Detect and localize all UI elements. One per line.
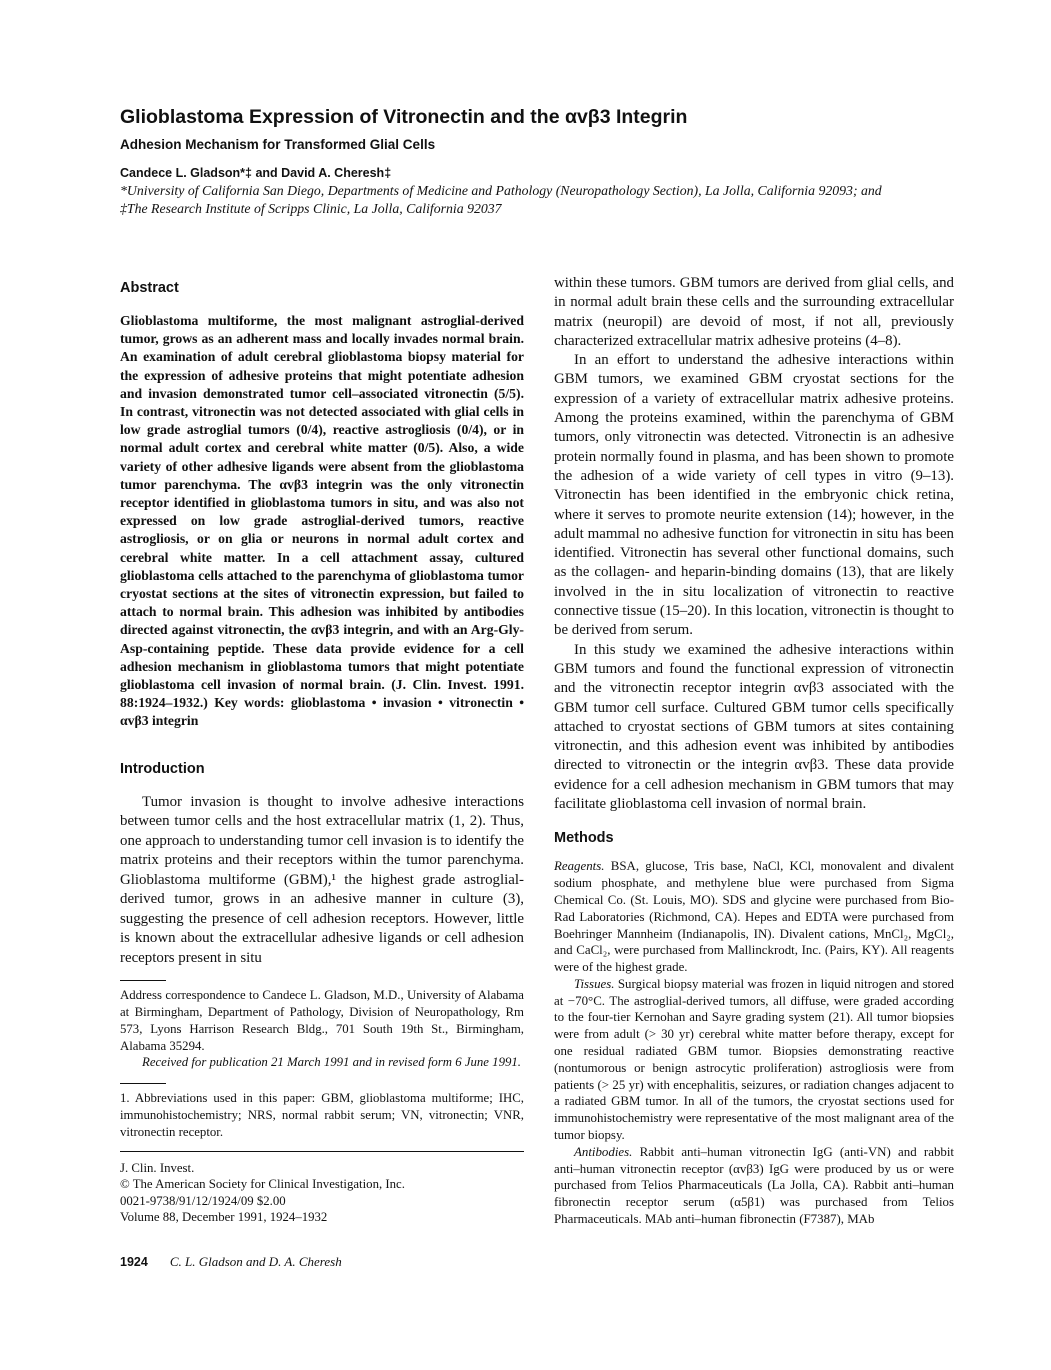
author-list: Candece L. Gladson*‡ and David A. Cheresh‡ — [120, 166, 392, 180]
footnote-divider — [120, 1083, 166, 1084]
received-date: Received for publication 21 March 1991 and in revised form 6 June 1991. — [142, 1055, 521, 1070]
affiliation-1: *University of California San Diego, Departments of Medicine and Pathology (Neuropathology Section), La Jolla, California 92093; and — [120, 183, 882, 198]
methods-heading: Methods — [554, 830, 614, 847]
left-column — [120, 280, 524, 1226]
affiliation-2: ‡The Research Institute of Scripps Clinic, La Jolla, California 92037 — [120, 201, 502, 216]
correspondence-address: Address correspondence to Candece L. Gladson, M.D., University of Alabama at Birmingham, Department of Pathology, Division of Neuropathology, Rm 573, Lyons Harrison Research Bldg., 701 South 19th St., Birmingham, Alabama 35294. — [120, 988, 524, 1053]
antibodies-lead: Antibodies. — [574, 1144, 633, 1159]
footnote-divider — [120, 980, 166, 981]
abstract-text: Glioblastoma multiforme, the most malignant astroglial-derived tumor, grows as an adherent mass and locally invades normal brain. An examination of adult cerebral glioblastoma biopsy material for the expression of adhesive proteins that might potentiate adhesion and invasion demonstrated tumor cell–associated vitronectin (5/5). In contrast, vitronectin was not detected associated with glial cells in low grade astroglial tumors (0/4), reactive astrogliosis (0/4), or in normal adult cortex and cerebral white matter (0/5). Also, a wide variety of other adhesive ligands were absent from the glioblastoma tumor parenchyma. The αvβ3 integrin was the only vitronectin receptor identified in glioblastoma tumors in situ, and was also not expressed on low grade astroglial-derived tumors, reactive astrogliosis, or on glia or neurons in normal adult cortex and cerebral white matter. In a cell attachment assay, cultured glioblastoma cells attached to the parenchyma of glioblastoma tumor cryostat sections at the sites of vitronectin expression, but failed to attach to normal brain. This adhesion was inhibited by antibodies directed against vitronectin, the αvβ3 integrin, and with an Arg-Gly-Asp-containing peptide. These data provide evidence for a cell adhesion mechanism in glioblastoma tumors that might potentiate glioblastoma cell invasion of normal brain. (J. Clin. Invest. 1991. 88:1924–1932.) Key words: glioblastoma • invasion • vitronectin • αvβ3 integrin — [120, 313, 524, 729]
article-subtitle: Adhesion Mechanism for Transformed Glial Cells — [120, 137, 436, 152]
methods-reagents — [554, 858, 954, 976]
methods-tissues — [554, 976, 954, 1144]
reagents-text: BSA, glucose, Tris base, NaCl, KCl, monovalent and divalent sodium phosphate, and methylene blue were purchased from Sigma Chemical Co. (St. Louis, MO). SDS and glycine were purchased from Bio-Rad Laboratories (Richmond, CA). Hepes and EDTA were purchased from Boehringer Mannheim (Indianapolis, IN). Divalent cations, MnCl₂, MgCl₂, and CaCl₂, were purchased from Mallinckrodt, Inc. (Pairs, KY). All reagents were of the highest grade. — [554, 859, 954, 975]
abstract-heading: Abstract — [120, 280, 179, 296]
body-paragraph: In an effort to understand the adhesive interactions within GBM tumors, we examined GBM cryostat sections for the expression of a variety of extracellular matrix adhesive proteins. Among the proteins examined, within the parenchyma of GBM tumors, only vitronectin was detected. Vitronectin is an adhesive protein normally found in plasma, and has been shown to promote the adhesion of a wide variety of cell types in vitro (9–13). Vitronectin has been identified in the embryonic chick retina, where it serves to promote neurite extension (14); however, in the adult mammal no adhesive function for vitronectin in situ has been identified. Vitronectin has several other functional domains, such as the collagen- and heparin-binding domains (13), that are likely involved in the in situ localization of vitronectin to reactive connective tissue (15–20). In this location, vitronectin is thought to be derived from serum. — [554, 352, 954, 639]
reagents-lead: Reagents. — [554, 859, 605, 874]
copyright-line: © The American Society for Clinical Investigation, Inc. — [120, 1177, 405, 1192]
tissues-text: Surgical biopsy material was frozen in liquid nitrogen and stored at −70°C. The astroglial-derived tumors, all diffuse, were graded according to the four-tier Kernohan and Sayre grading system (21). All tumor biopsies were from adult (> 30 yr) cerebral white matter before therapy, except for one residual radiated GBM tumor. Biopsies demonstrating reactive (nontumorous or benign astrocytic proliferation) astrogliosis were from patients (> 25 yr) with encephalitis, seizures, or radiation changes adjacent to a radiated GBM tumor. In all of the tumors, the cryostat sections used for immunohistochemistry were representative of the most malignant area of the tumor biopsy. — [554, 976, 954, 1143]
body-paragraph: In this study we examined the adhesive interactions within GBM tumors and found the functional expression of vitronectin and the vitronectin receptor integrin αvβ3 associated with the GBM tumor cell surface. Cultured GBM tumor cells specifically attached to cryostat sections of GBM tumors at sites containing vitronectin, and this adhesion event was inhibited by antibodies directed to vitronectin or the integrin αvβ3. These data provide evidence for a cell adhesion mechanism in GBM tumors that may facilitate glioblastoma cell invasion of normal brain. — [554, 641, 954, 813]
abbreviations-footnote: 1. Abbreviations used in this paper: GBM, glioblastoma multiforme; IHC, immunohistochemistry; NRS, normal rabbit serum; VN, vitronectin; VNR, vitronectin receptor. — [120, 1091, 524, 1139]
journal-info-divider — [120, 1151, 524, 1152]
methods-antibodies — [554, 1144, 954, 1228]
article-title: Glioblastoma Expression of Vitronectin and the αvβ3 Integrin — [120, 106, 688, 128]
journal-name: J. Clin. Invest. — [120, 1160, 195, 1175]
tissues-lead: Tissues. — [574, 976, 615, 991]
running-head: C. L. Gladson and D. A. Cheresh — [169, 1254, 342, 1269]
body-paragraph: within these tumors. GBM tumors are derived from glial cells, and in normal adult brain these cells and the surrounding extracellular matrix (neuropil) are devoid of most, if not all, previously characterized extracellular matrix adhesive proteins (4–8). — [554, 275, 954, 349]
introduction-paragraph: Tumor invasion is thought to involve adhesive interactions between tumor cells and the host extracellular matrix (1, 2). Thus, one approach to understanding tumor cell invasion is to identify the matrix proteins and their receptors within the tumor parenchyma. Glioblastoma multiforme (GBM),¹ the highest grade astroglial-derived tumor, grows in an adhesive manner in culture (3), suggesting the presence of cell adhesion receptors. However, little is known about the extracellular adhesive ligands or cell adhesion receptors present in situ — [120, 793, 524, 966]
page-footer — [120, 1253, 342, 1271]
volume-info: Volume 88, December 1991, 1924–1932 — [120, 1210, 328, 1225]
page-number: 1924 — [120, 1255, 148, 1269]
article-code: 0021-9738/91/12/1924/09 $2.00 — [120, 1193, 286, 1208]
right-column — [554, 274, 954, 1228]
antibodies-text: Rabbit anti–human vitronectin IgG (anti-VN) and rabbit anti–human vitronectin receptor (αvβ3) IgG were produced by us or were purchased from Telios Pharmaceuticals (La Jolla, CA). Rabbit anti–human fibronectin receptor serum (α5β1) was purchased from Telios Pharmaceuticals. MAb anti–human fibronectin (F7387), MAb — [554, 1144, 954, 1227]
introduction-heading: Introduction — [120, 760, 205, 777]
